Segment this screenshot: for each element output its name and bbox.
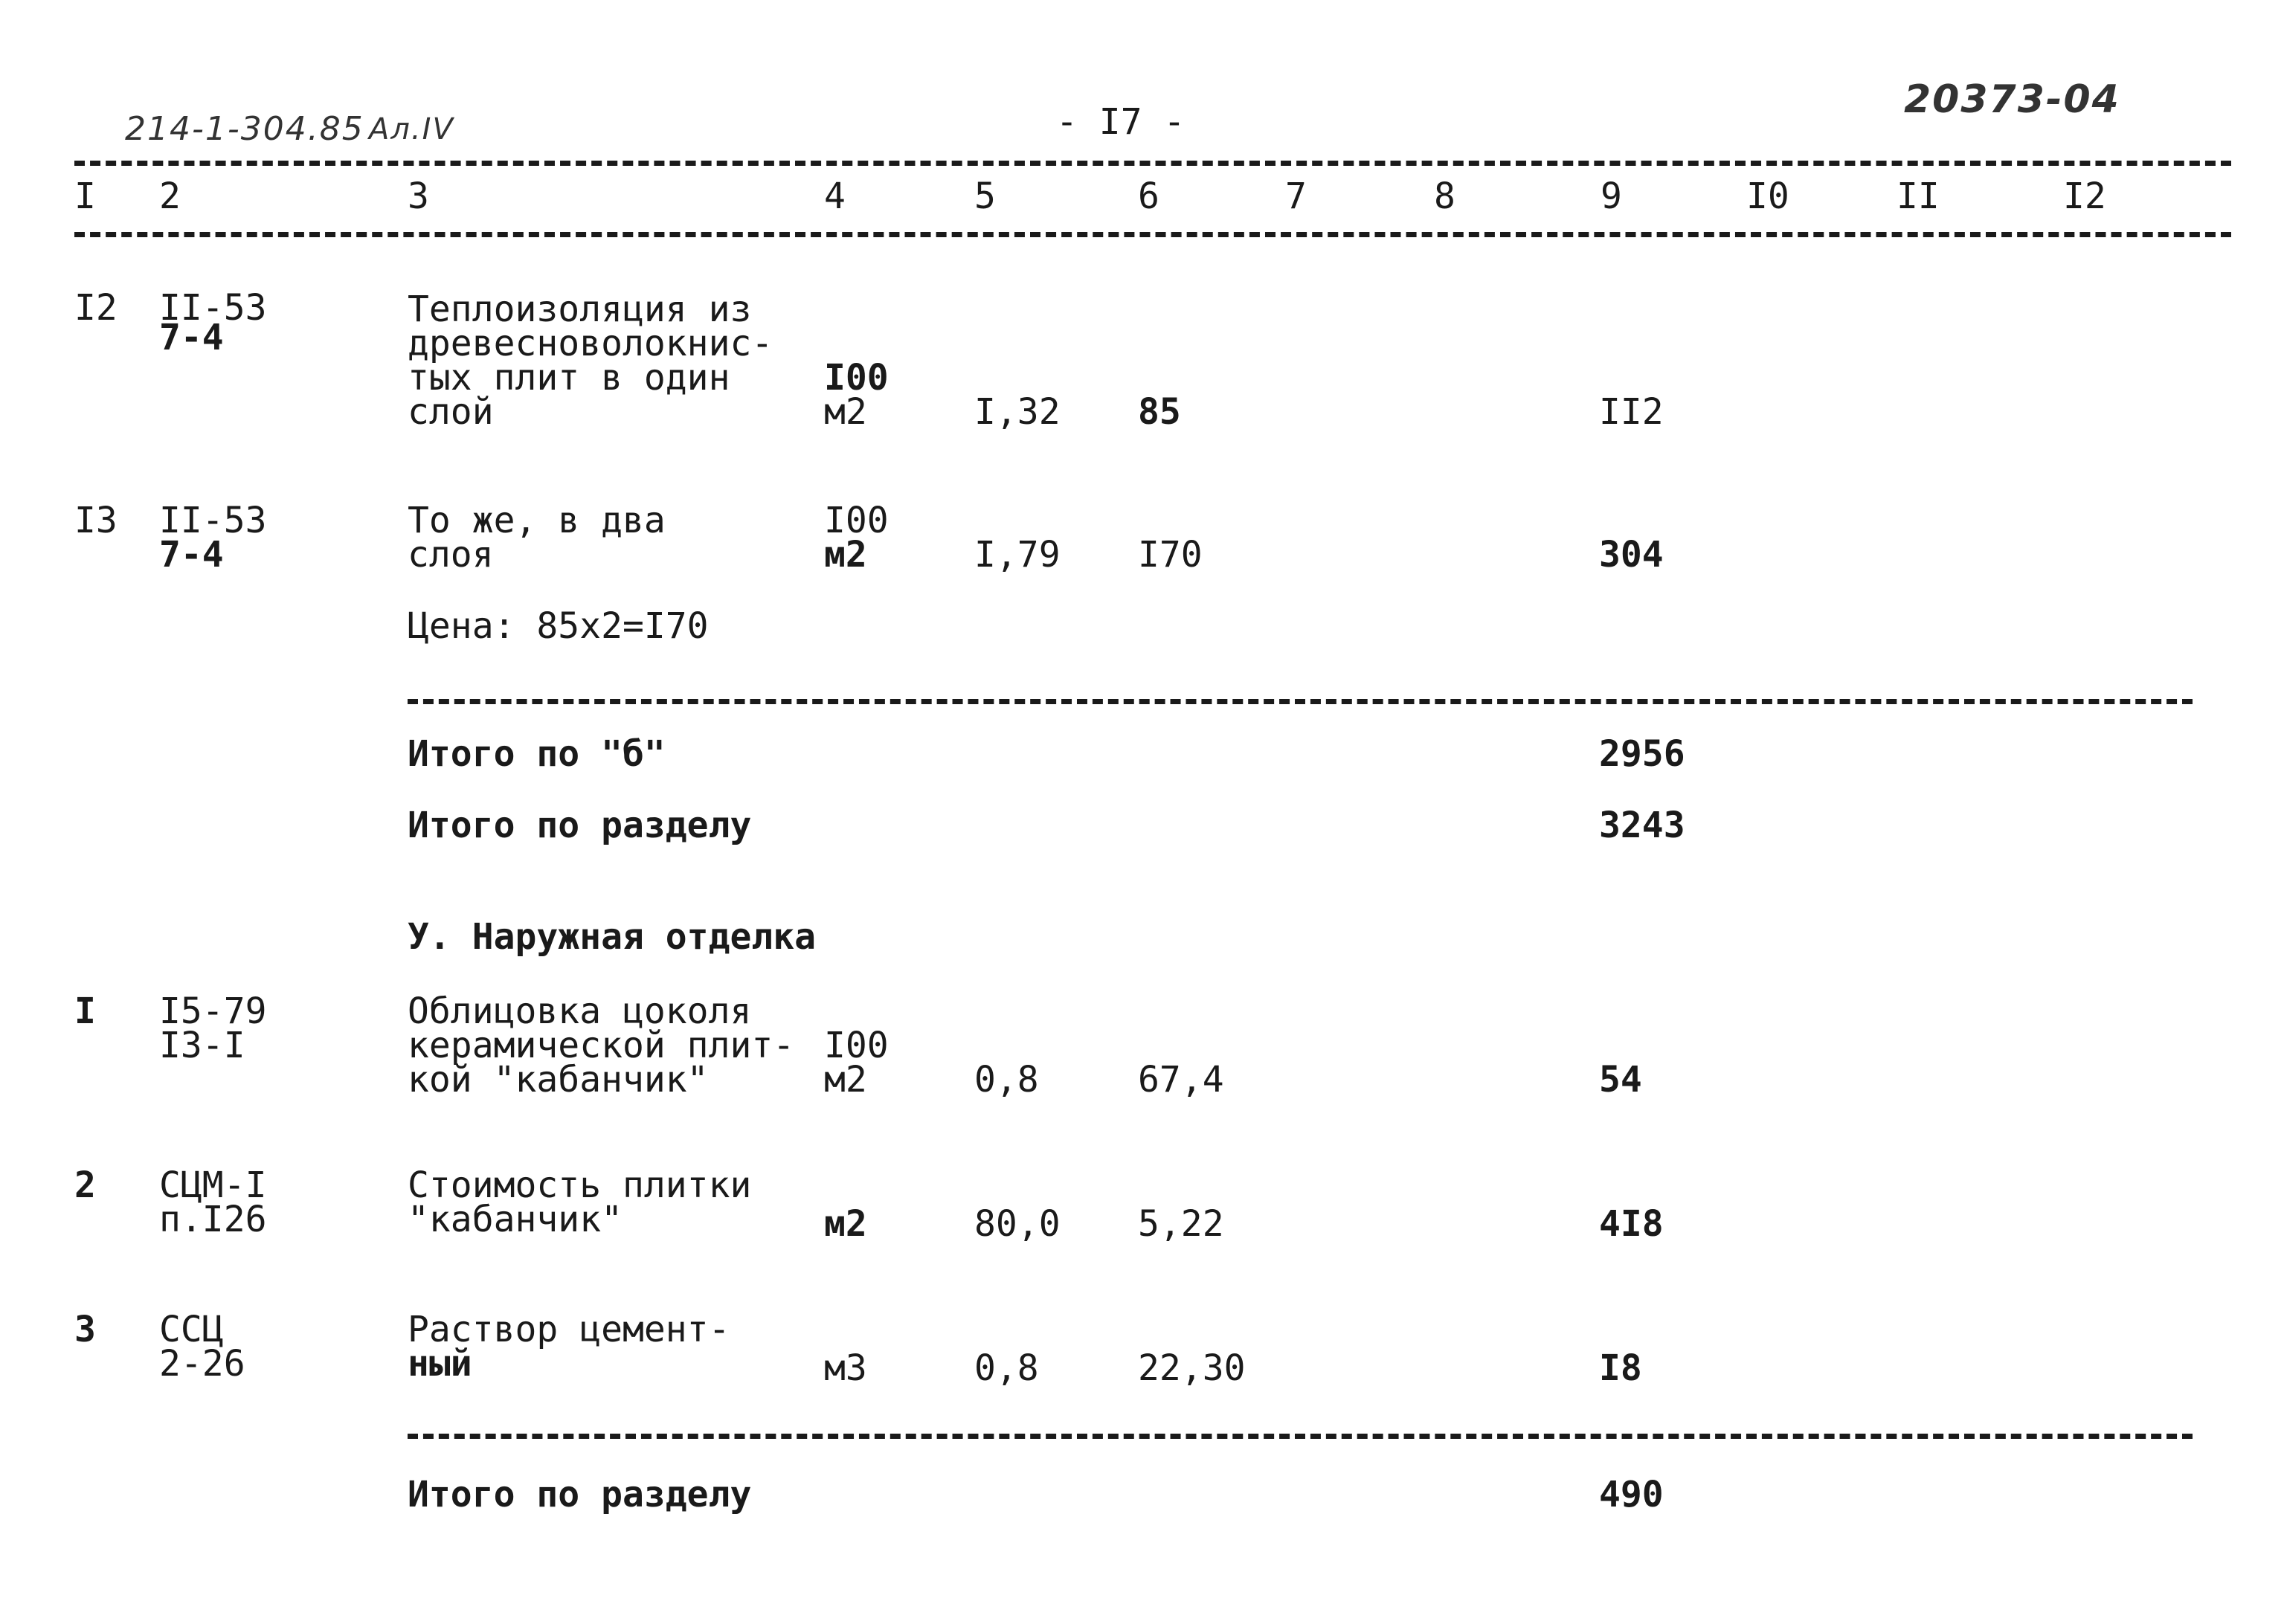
unit: м2 xyxy=(824,1203,867,1245)
header-rule-top xyxy=(74,161,2231,166)
quantity: 0,8 xyxy=(974,1347,1039,1389)
column-header: 3 xyxy=(408,175,429,217)
header-rule-bottom xyxy=(74,232,2231,237)
row-number: I3 xyxy=(74,500,118,541)
unit: I00 xyxy=(824,1025,889,1066)
unit-price: 22,30 xyxy=(1138,1347,1246,1389)
document-code: 214-1-304.85 xyxy=(125,110,364,148)
unit: м2 xyxy=(824,534,867,576)
column-header: I0 xyxy=(1746,175,1789,217)
column-header: 5 xyxy=(974,175,996,217)
column-header: II xyxy=(1897,175,1940,217)
work-description: ный xyxy=(408,1343,472,1385)
subtotal-label: Итого по "б" xyxy=(408,733,666,775)
subtotal-value: 3243 xyxy=(1599,805,1685,846)
unit-price: 85 xyxy=(1138,391,1181,433)
rate-code: СЦМ-I xyxy=(159,1164,267,1206)
work-description: То же, в два xyxy=(408,500,666,541)
row-number: I xyxy=(74,990,96,1032)
rate-code: 7-4 xyxy=(159,534,224,576)
row-total: I8 xyxy=(1599,1347,1642,1389)
unit: м2 xyxy=(824,391,867,433)
rate-code: I5-79 xyxy=(159,990,267,1032)
unit-price: I70 xyxy=(1138,534,1203,576)
row-total: 54 xyxy=(1599,1059,1642,1101)
row-number: 2 xyxy=(74,1164,96,1206)
rate-code: II-53 xyxy=(159,500,267,541)
work-description: Теплоизоляция из xyxy=(408,289,752,330)
column-header: I xyxy=(74,175,96,217)
subtotal-value: 2956 xyxy=(1599,733,1685,775)
quantity: I,79 xyxy=(974,534,1061,576)
unit: I00 xyxy=(824,357,889,399)
subtotal-label: Итого по разделу xyxy=(408,805,752,846)
work-description: тых плит в один xyxy=(408,357,730,399)
section-title: У. Наружная отделка xyxy=(408,916,817,958)
page-number: - I7 - xyxy=(1056,101,1186,143)
inventory-stamp: 20373-04 xyxy=(1904,77,2120,122)
work-description: керамической плит- xyxy=(408,1025,795,1066)
column-header: I2 xyxy=(2063,175,2106,217)
unit: м3 xyxy=(824,1347,867,1389)
work-description: кой "кабанчик" xyxy=(408,1059,709,1101)
column-header: 6 xyxy=(1138,175,1159,217)
work-description: Облицовка цоколя xyxy=(408,990,752,1032)
work-description: слоя xyxy=(408,534,494,576)
work-description: Раствор цемент- xyxy=(408,1309,730,1350)
work-description: слой xyxy=(408,391,494,433)
rate-code: 7-4 xyxy=(159,317,224,358)
subtotal-divider xyxy=(408,699,2193,704)
work-description: древесноволокнис- xyxy=(408,323,773,364)
column-header: 8 xyxy=(1434,175,1455,217)
rate-code: I3-I xyxy=(159,1025,245,1066)
final-total-label: Итого по разделу xyxy=(408,1474,752,1515)
row-total: II2 xyxy=(1599,391,1664,433)
column-header: 4 xyxy=(824,175,846,217)
row-total: 304 xyxy=(1599,534,1664,576)
row-total: 4I8 xyxy=(1599,1203,1664,1245)
column-header: 2 xyxy=(159,175,181,217)
quantity: 0,8 xyxy=(974,1059,1039,1101)
work-description: "кабанчик" xyxy=(408,1199,623,1240)
row-number: I2 xyxy=(74,287,118,329)
row-number: 3 xyxy=(74,1309,96,1350)
rate-code: II-53 xyxy=(159,287,267,329)
rate-code: ССЦ xyxy=(159,1309,224,1350)
rate-code: 2-26 xyxy=(159,1343,245,1385)
price-note: Цена: 85х2=I70 xyxy=(408,605,709,647)
unit: I00 xyxy=(824,500,889,541)
unit: м2 xyxy=(824,1059,867,1101)
column-header: 7 xyxy=(1285,175,1307,217)
unit-price: 5,22 xyxy=(1138,1203,1224,1245)
unit-price: 67,4 xyxy=(1138,1059,1224,1101)
album-mark: Ал.IV xyxy=(369,112,454,146)
quantity: 80,0 xyxy=(974,1203,1061,1245)
final-total-value: 490 xyxy=(1599,1474,1664,1515)
work-description: Стоимость плитки xyxy=(408,1164,752,1206)
rate-code: п.I26 xyxy=(159,1199,267,1240)
final-divider xyxy=(408,1434,2193,1439)
quantity: I,32 xyxy=(974,391,1061,433)
column-header: 9 xyxy=(1601,175,1622,217)
